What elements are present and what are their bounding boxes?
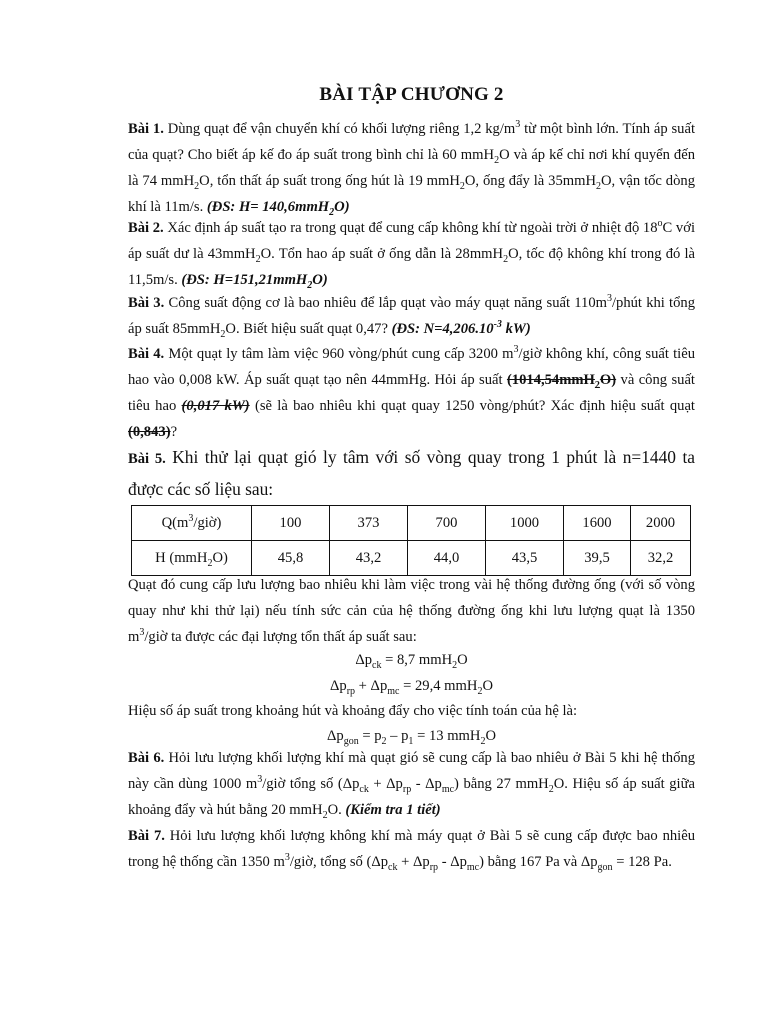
exercise-5-body: Quạt đó cung cấp lưu lượng bao nhiêu khi làm việc trong vài hệ thống đường ống (với số vòng quay như khi thử lại) nếu tính sức cản của hệ thống đường ống khi lưu lượng quạt là 1350 $m^3$/giờ ta được các đại lượng tổn thất áp suất sau: bbox=[128, 577, 695, 645]
table-cell: 39,5 bbox=[564, 541, 631, 576]
table-cell: 373 bbox=[330, 506, 408, 541]
answer: (Kiểm tra 1 tiết) bbox=[345, 802, 441, 818]
exercise-label: Bài 1. bbox=[128, 121, 164, 137]
table-cell: 32,2 bbox=[631, 541, 691, 576]
answer: (ĐS: $N=4,206.10^{-3}$ kW) bbox=[391, 319, 531, 337]
fan-data-table bbox=[131, 505, 691, 576]
table-row bbox=[132, 541, 691, 576]
equation-dp-ck: $\Delta p_{ck} = 8,7$ mmH$_2$O bbox=[355, 652, 468, 671]
struck-answer: (0,017 kW) bbox=[181, 398, 250, 414]
exercise-2: Bài 2. Xác định áp suất tạo ra trong quạt để cung cấp không khí từ ngoài trời ở nhiệt độ 18$^o$C với áp suất dư là 43mmH$_2$O. Tổn hao áp suất ở ống dẫn là 28mmH$_2$O, tốc độ không khí trong đó là 11,5m/s. (ĐS: H=151,21mmH$_2$O) bbox=[128, 218, 696, 291]
table-header-cell: $Q(m^3/giờ)$ bbox=[132, 506, 252, 541]
table-cell: 45,8 bbox=[252, 541, 330, 576]
exercise-label: Bài 4. bbox=[128, 346, 165, 362]
exercise-6: Bài 6. Hỏi lưu lượng khối lượng khí mà quạt gió sẽ cung cấp là bao nhiêu ở Bài 5 khi hệ thống này cần dùng 1000 $m^3$/giờ tổng số $(\Delta p_{ck} + \Delta p_{rp} - \Delta p_{mc})$ bằng 27 mmH$_2$O. Hiệu số áp suất giữa khoảng đẩy và hút bằng 20 mmH$_2$O. (Kiểm tra 1 tiết) bbox=[128, 750, 695, 821]
exercise-1: Bài 1. Dùng quạt để vận chuyển khí có khối lượng riêng 1,2 $kg/m^3$ từ một bình lớn. Tính áp suất của quạt? Cho biết áp kế đo áp suất trong bình chỉ là 60 mmH$_2$O và áp kế chỉ nơi khí quyển đến là 74 mmH$_2$O, tổn thất áp suất trong ống hút là 19 mmH$_2$O, ống đẩy là 35mmH$_2$O, vận tốc dòng khí là 11m/s. (ĐS: H= 140,6mmH$_2$O) bbox=[128, 119, 695, 218]
equation-dp-gon: $\Delta p_{gon} = p_2 - p_1 = 13$ mmH$_2$O bbox=[327, 728, 496, 747]
table-cell: 1000 bbox=[486, 506, 564, 541]
table-header-cell: H (mmH$_2$O) bbox=[132, 541, 252, 576]
exercise-label: Bài 7. bbox=[128, 828, 165, 844]
exercise-label: Bài 5. bbox=[128, 451, 166, 467]
table-cell: 44,0 bbox=[408, 541, 486, 576]
table-cell: 2000 bbox=[631, 506, 691, 541]
table-cell: 43,2 bbox=[330, 541, 408, 576]
table-cell: 1600 bbox=[564, 506, 631, 541]
struck-answer: (0,843) bbox=[128, 424, 171, 440]
exercise-label: Bài 3. bbox=[128, 295, 165, 311]
table-cell: 700 bbox=[408, 506, 486, 541]
table-cell: 100 bbox=[252, 506, 330, 541]
exercise-3: Bài 3. Công suất động cơ là bao nhiêu để lắp quạt vào máy quạt năng suất $110m^3$/phút khi tổng áp suất 85mmH$_2$O. Biết hiệu suất quạt 0,47? (ĐS: $N=4,206.10^{-3}$ kW) bbox=[128, 293, 696, 340]
exercise-label: Bài 6. bbox=[128, 750, 165, 766]
struck-answer: (1014,54mmH$_2$O) bbox=[506, 372, 617, 391]
table-cell: 43,5 bbox=[486, 541, 564, 576]
exercise-5-note: Hiệu số áp suất trong khoảng hút và khoảng đẩy cho việc tính toán của hệ là: bbox=[128, 703, 578, 719]
page-title: BÀI TẬP CHƯƠNG 2 bbox=[319, 84, 504, 105]
answer: (ĐS: H=151,21mmH$_2$O) bbox=[181, 272, 328, 291]
answer: (ĐS: H= 140,6mmH$_2$O) bbox=[206, 199, 350, 218]
exercise-7: Bài 7. Hỏi lưu lượng khối lượng không khí mà máy quạt ở Bài 5 sẽ cung cấp được bao nhiêu trong hệ thống cần 1350 $m^3$/giờ, tổng số $(\Delta p_{ck} + \Delta p_{rp} - \Delta p_{mc})$ bằng 167 Pa và $\Delta p_{gon} = 128$ Pa. bbox=[128, 828, 695, 873]
exercise-5: Bài 5. Khi thử lại quạt gió ly tâm với số vòng quay trong 1 phút là n=1440 ta được các số liệu sau: bbox=[128, 447, 695, 499]
table-row bbox=[132, 506, 691, 541]
exercise-label: Bài 2. bbox=[128, 220, 164, 236]
exercise-4: Bài 4. Một quạt ly tâm làm việc 960 vòng/phút cung cấp 3200 $m^3$/giờ không khí, công suất tiêu hao vào 0,008 kW. Áp suất quạt tạo nên 44mmHg. Hỏi áp suất (1014,54mmH$_2$O) và công suất tiêu hao (0,017 kW) (sẽ là bao nhiêu khi quạt quay 1250 vòng/phút? Xác định hiệu suất quạt (0,843)? bbox=[128, 344, 695, 440]
equation-dp-rp-mc: $\Delta p_{rp} + \Delta p_{mc} = 29,4$ mmH$_2$O bbox=[330, 678, 493, 697]
